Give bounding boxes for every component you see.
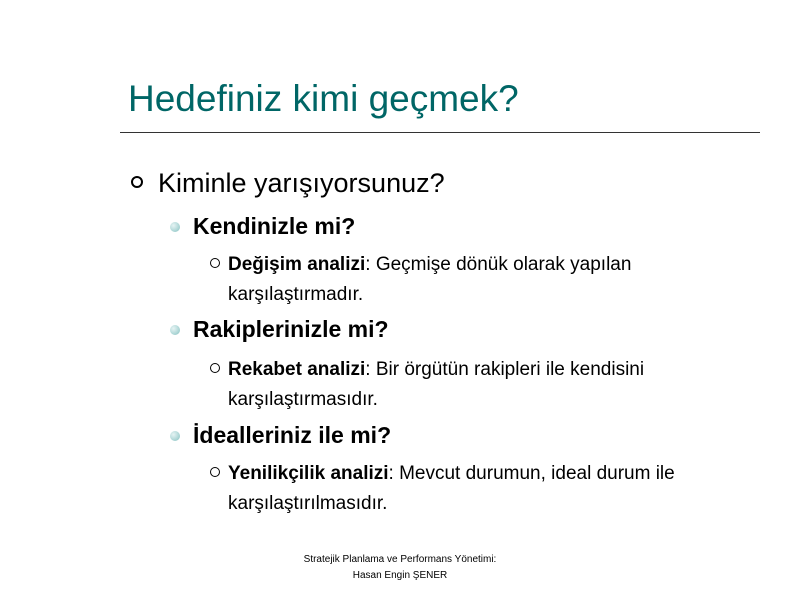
title-divider — [120, 132, 760, 133]
footer-line-course: Stratejik Planlama ve Performans Yönetimi: — [303, 554, 497, 565]
analysis-description: : Geçmişe dönük olarak yapılan karşılaştırmadır. — [228, 254, 632, 305]
analysis-term: Değişim analizi — [228, 254, 366, 275]
small-circle-bullet-icon — [210, 467, 220, 477]
small-circle-bullet-icon — [210, 258, 220, 268]
level1-bullet-text: Kiminle yarışıyorsunuz? — [158, 168, 445, 198]
analysis-term: Yenilikçilik analizi — [228, 463, 389, 484]
level2-item-label: Kendinizle mi? — [193, 213, 356, 239]
analysis-term: Rekabet analizi — [228, 359, 366, 380]
analysis-description: : Mevcut durumun, ideal durum ile karşılaştırılmasıdır. — [228, 463, 675, 514]
small-circle-bullet-icon — [210, 363, 220, 373]
disc-bullet-icon — [170, 431, 180, 441]
disc-bullet-icon — [170, 325, 180, 335]
analysis-description: : Bir örgütün rakipleri ile kendisini karşılaştırmasıdır. — [228, 359, 645, 410]
level3-item-text — [228, 355, 728, 415]
level3-item-text — [228, 459, 728, 519]
level3-item-text — [228, 250, 728, 310]
level2-item-label: İdealleriniz ile mi? — [193, 422, 392, 448]
footer-line-author: Hasan Engin ŞENER — [352, 570, 448, 581]
slide-title: Hedefiniz kimi geçmek? — [128, 78, 519, 119]
hollow-circle-bullet-icon — [131, 176, 143, 188]
level2-item-label: Rakiplerinizle mi? — [193, 316, 389, 342]
disc-bullet-icon — [170, 222, 180, 232]
slide-footer — [0, 552, 800, 584]
